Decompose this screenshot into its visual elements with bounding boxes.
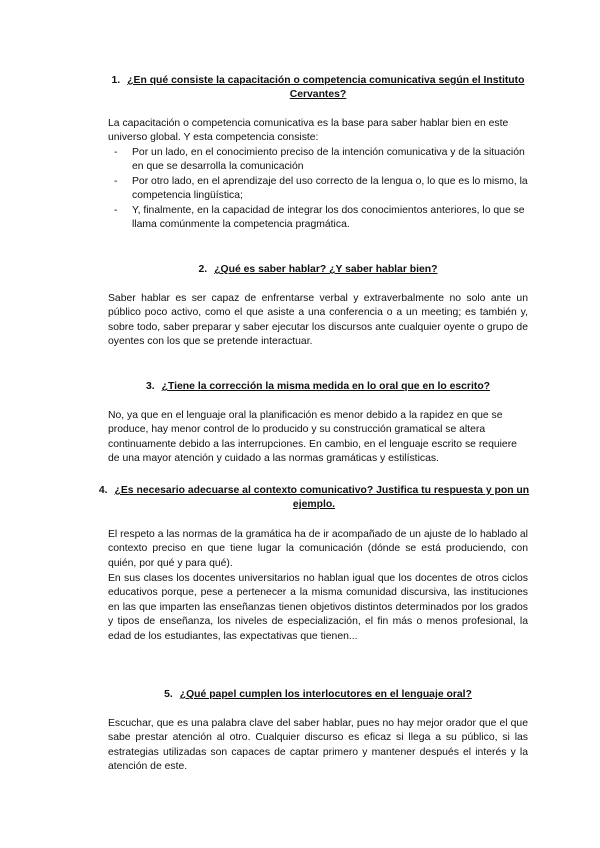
section-4-paragraph-1: El respeto a las normas de la gramática ha de ir acompañado de un ajuste de lo hablado al contexto preciso en que tiene lugar la comunicación (dónde se está produciendo, con quién, por qué y para qué). — [108, 529, 528, 569]
question-2-number: 2. — [198, 264, 208, 275]
question-2-heading — [108, 263, 528, 277]
question-2-text: ¿Qué es saber hablar? ¿Y saber hablar bien? — [214, 264, 438, 275]
list-item: - Por otro lado, en el aprendizaje del uso correcto de la lengua o, lo que es lo mismo, la competencia lingüística; — [114, 175, 528, 202]
question-4-number: 4. — [98, 485, 108, 496]
section-1-list — [108, 146, 528, 232]
question-3-number: 3. — [145, 381, 155, 392]
question-5-heading — [108, 688, 528, 702]
question-4-heading — [92, 484, 536, 512]
section-3-paragraph: No, ya que en el lenguaje oral la planificación es menor debido a la rapidez en que se produce, hay menor control de lo producido y su construcción gramatical se altera continuamente debido a las interrupciones. En cambio, en el lenguaje escrito se requiere de una mayor atención y cuidado a las normas gramáticas y estilísticas. — [108, 410, 517, 465]
question-1-text: ¿En qué consiste la capacitación o competencia comunicativa según el Instituto Cervantes? — [127, 75, 525, 100]
question-5-number: 5. — [164, 689, 173, 700]
section-4-paragraph-2: En sus clases los docentes universitarios no hablan igual que los docentes de otros ciclos educativos porque, pese a pertenecer a la misma comunidad discursiva, las instituciones en las que imparten las enseñanzas tienen objetivos distintos determinados por los grados y tipos de enseñanza, los niveles de especialización, el fin más o menos profesional, la edad de los estudiantes, las expectativas que tienen... — [108, 573, 528, 642]
question-3-heading — [108, 380, 528, 394]
question-3-text: ¿Tiene la corrección la misma medida en lo oral que en lo escrito? — [161, 381, 491, 392]
section-5-paragraph: Escuchar, que es una palabra clave del saber hablar, pues no hay mejor orador que el que sabe prestar atención al otro. Cualquier discurso es eficaz si llega a su público, si las estrategias utilizadas son capaces de captar primero y mantener después el interés y la atención de este. — [108, 718, 528, 773]
list-item: - Y, finalmente, en la capacidad de integrar los dos conocimientos anteriores, lo que se llama comúnmente la competencia pragmática. — [114, 204, 525, 231]
section-1-intro: La capacitación o competencia comunicativa es la base para saber hablar bien en este universo global. Y esta competencia consiste: — [108, 118, 509, 144]
question-1-heading — [108, 74, 528, 102]
question-5-text: ¿Qué papel cumplen los interlocutores en el lenguaje oral? — [179, 689, 472, 700]
section-2-paragraph: Saber hablar es ser capaz de enfrentarse verbal y extraverbalmente no solo ante un público poco activo, como el que asiste a una conferencia o a un meeting; es también y, sobre todo, saber preparar y saber ejecutar los discursos ante cualquier oyente o grupo de oyentes con los que se pretende interactuar. — [108, 293, 528, 348]
list-item: - Por un lado, en el conocimiento preciso de la intención comunicativa y de la situación en que se desarrolla la comunicación — [114, 147, 525, 173]
question-1-number: 1. — [111, 75, 121, 86]
question-4-text: ¿Es necesario adecuarse al contexto comunicativo? Justifica tu respuesta y pon un ejemplo. — [114, 485, 530, 510]
